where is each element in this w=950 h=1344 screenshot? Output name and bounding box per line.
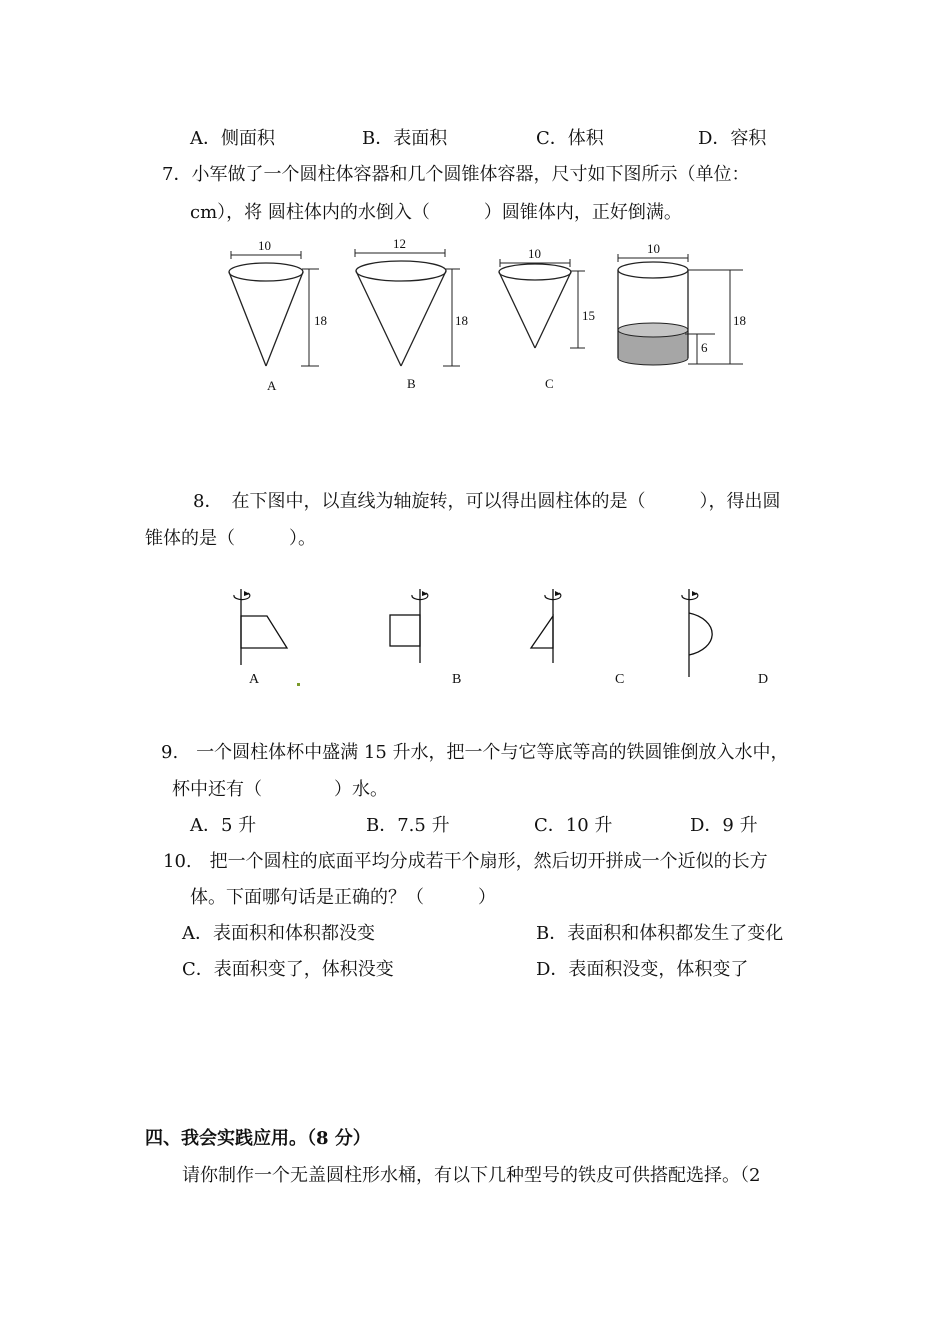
q8-label-a: A — [249, 672, 260, 687]
q6-option-a: A．侧面积 — [190, 128, 275, 149]
cylinder-diameter: 10 — [647, 241, 660, 256]
q10-option-c: C．表面积变了，体积没变 — [182, 959, 394, 980]
q9-option-b: B．7.5 升 — [366, 815, 450, 836]
q9-option-c: C．10 升 — [534, 815, 613, 836]
cone-c-diameter: 10 — [528, 246, 541, 261]
shape-d-semicircle — [682, 589, 712, 677]
q6-option-b: B．表面积 — [362, 128, 448, 149]
cone-a-height: 18 — [314, 313, 327, 328]
q10-option-d: D．表面积没变，体积变了 — [536, 959, 749, 980]
q10-line2: 体。下面哪句话是正确的？（ ） — [190, 887, 496, 908]
q7-figures — [215, 238, 770, 403]
cone-a-label: A — [267, 378, 277, 393]
cone-c-label: C — [545, 376, 554, 391]
q8-label-d: D — [758, 672, 769, 687]
cylinder — [618, 241, 746, 365]
cone-a — [229, 238, 327, 393]
cone-b — [355, 236, 468, 391]
shape-b-square — [390, 589, 428, 663]
cone-b-height: 18 — [455, 313, 468, 328]
cone-c — [499, 246, 595, 391]
q7-line1: 7．小军做了一个圆柱体容器和几个圆锥体容器，尺寸如下图所示（单位： — [162, 164, 750, 185]
shape-c-triangle — [531, 589, 561, 663]
cone-c-height: 15 — [582, 308, 595, 323]
q10-option-a: A．表面积和体积都没变 — [182, 923, 375, 944]
cone-b-label: B — [407, 376, 416, 391]
q9-line2: 杯中还有（ ）水。 — [172, 779, 388, 800]
q9-line1: 9. 一个圆柱体杯中盛满 15 升水，把一个与它等底等高的铁圆锥倒放入水中， — [161, 742, 789, 763]
shape-a-trapezoid — [234, 589, 287, 665]
q9-option-a: A．5 升 — [190, 815, 257, 836]
q6-option-c: C．体积 — [536, 128, 604, 149]
q9-option-d: D．9 升 — [690, 815, 758, 836]
q10-option-b: B．表面积和体积都发生了变化 — [536, 923, 784, 944]
q8-label-c: C — [615, 672, 625, 687]
q7-line2: cm），将 圆柱体内的水倒入（ ）圆锥体内，正好倒满。 — [190, 202, 682, 223]
section4-text: 请你制作一个无盖圆柱形水桶，有以下几种型号的铁皮可供搭配选择。（2 — [182, 1165, 761, 1186]
cylinder-water-height: 6 — [701, 340, 708, 355]
stray-dot — [297, 683, 300, 686]
cone-b-diameter: 12 — [393, 236, 406, 251]
q8-line2: 锥体的是（ ）。 — [145, 528, 316, 549]
section4-title: 四、我会实践应用。（8 分） — [145, 1128, 371, 1149]
q10-line1: 10. 把一个圆柱的底面平均分成若干个扇形，然后切开拼成一个近似的长方 — [163, 851, 768, 872]
q8-line1: 8． 在下图中，以直线为轴旋转，可以得出圆柱体的是（ ），得出圆 — [193, 491, 781, 512]
cylinder-height: 18 — [733, 313, 746, 328]
cone-a-diameter: 10 — [258, 238, 271, 253]
q8-label-b: B — [452, 672, 462, 687]
q6-option-d: D．容积 — [698, 128, 767, 149]
q8-figures — [220, 585, 760, 690]
